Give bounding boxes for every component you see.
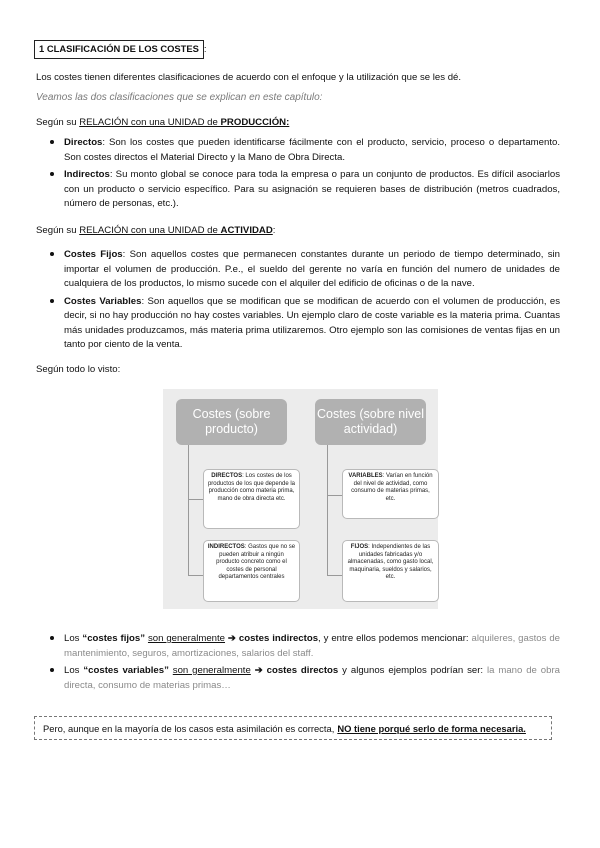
diagram-card-indirectos: INDIRECTOS: Gastos que no se pueden atribuir a ningún producto concreto como el costes de personal departamentos centrales <box>203 540 300 602</box>
conclusions-list <box>36 630 560 693</box>
costs-diagram <box>163 389 438 609</box>
list-item: • Costes Variables: Son aquellos que se modifican que se modifican de acuerdo con el volumen de producción, es decir, si no hay producción no hay costes variables. Un ejemplo claro de coste variable es la materia prima. Cuantas más unidades produzcamos, más materia prima utilizaremos. Otro ejemplo son las comisiones de ventas fijas en un tanto por ciento de la venta. <box>64 293 560 353</box>
diagram-card-directos: DIRECTOS: Los costes de los productos de los que depende la producción como materia prima, mano de obra directa etc. <box>203 469 300 529</box>
connector-line <box>188 445 189 575</box>
diagram-card-fijos: FIJOS: Independientes de las unidades fabricadas y/o almacenadas, como gasto local, maquinaria, sueldos y salarios, etc. <box>342 540 439 602</box>
connector-line <box>327 575 342 576</box>
list-item: • Costes Fijos: Son aquellos costes que permanecen constantes durante un periodo de tiempo determinado, sin importar el volumen de producción. P.e., el sueldo del gerente no varía en función del numero de unidades de cualquiera de los productos, lo mismo sucede con el alquiler del edificio de oficinas o de la nave. <box>64 246 560 292</box>
callout-box: Pero, aunque en la mayoría de los casos esta asimilación es correcta, NO tiene porqué serlo de forma necesaria. <box>34 716 552 740</box>
actividad-list <box>36 246 560 353</box>
intro-paragraph: Los costes tienen diferentes clasificaciones de acuerdo con el enfoque y la utilización que se les dé. <box>36 71 462 83</box>
connector-line <box>188 575 203 576</box>
section-heading <box>36 40 560 59</box>
diagram-card-variables: VARIABLES: Varían en función del nivel de actividad, como consumo de materias primas, etc. <box>342 469 439 519</box>
italic-note: Veamos las dos clasificaciones que se explican en este capítulo: <box>36 92 323 103</box>
list-item: • Los “costes fijos” son generalmente ➔ costes indirectos, y entre ellos podemos mencionar: alquileres, gastos de mantenimiento, seguros, amortizaciones, salarios del staff. <box>64 630 560 661</box>
connector-line <box>327 495 342 496</box>
document-body <box>36 40 560 377</box>
subhead-actividad: Según su RELACIÓN con una UNIDAD de ACTIVIDAD: <box>36 224 276 236</box>
subhead-produccion: Según su RELACIÓN con una UNIDAD de PRODUCCIÓN: <box>36 116 290 128</box>
list-item: • Los “costes variables” son generalmente ➔ costes directos y algunos ejemplos podrían ser: la mano de obra directa, consumo de materias primas… <box>64 662 560 693</box>
diagram-head-producto: Costes (sobre producto) <box>176 399 287 445</box>
heading-suffix: : <box>203 44 207 55</box>
heading-box <box>34 40 204 59</box>
produccion-list <box>36 134 560 212</box>
connector-line <box>188 499 203 500</box>
list-item: • Directos: Son los costes que pueden identificarse fácilmente con el producto, servicio, proceso o departamento. Son costes directos el Material Directo y la Mano de Obra Directa. <box>64 134 560 165</box>
summary-lead: Según todo lo visto: <box>36 363 121 375</box>
diagram-head-actividad: Costes (sobre nivel actividad) <box>315 399 426 445</box>
heading-text: 1 CLASIFICACIÓN DE LOS COSTES <box>39 43 199 54</box>
list-item: • Indirectos: Su monto global se conoce para toda la empresa o para un conjunto de productos. Es difícil asociarlos con un producto o servicio específico. Para su asignación se requieren bases de distribución (metros cuadrados, número de personas, etc.). <box>64 166 560 212</box>
conclusions <box>36 630 560 694</box>
connector-line <box>327 445 328 575</box>
